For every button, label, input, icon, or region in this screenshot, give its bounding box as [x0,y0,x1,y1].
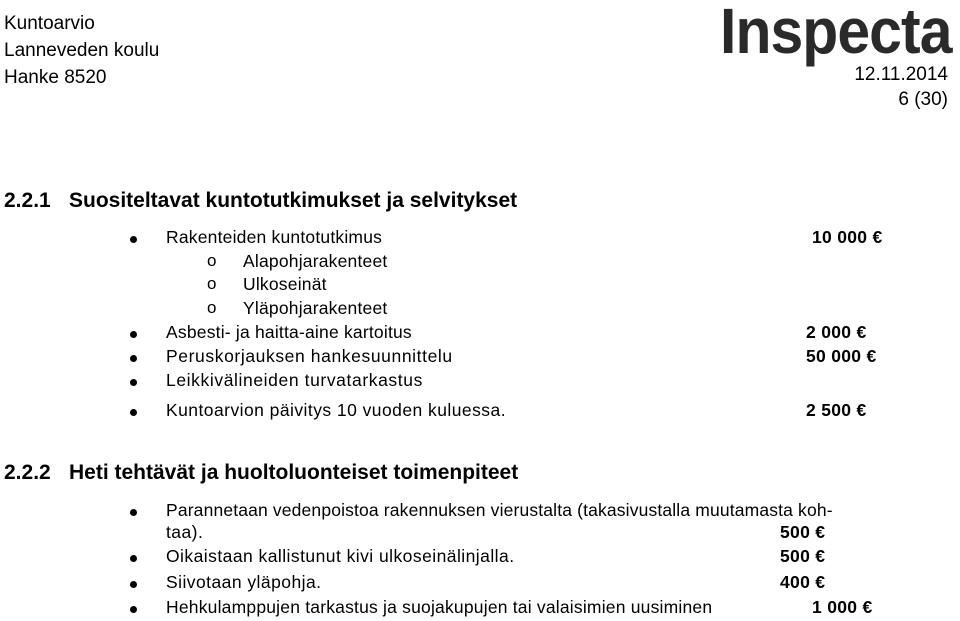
item-amount: 500 € [780,522,826,542]
item-amount: 2 500 € [806,400,867,420]
page-number: 6 (30) [898,89,948,110]
item-label: Alapohjarakenteet [243,251,388,271]
circle-bullet-icon: o [207,298,217,317]
bullet-icon [130,581,137,588]
bullet-icon [130,236,137,243]
list-item [0,546,960,570]
list-item-continuation [0,522,960,546]
report-type: Kuntoarvio [4,13,95,34]
item-amount: 400 € [780,572,826,592]
bullet-icon [130,606,137,613]
item-label: Yläpohjarakenteet [243,298,388,318]
item-label: Parannetaan vedenpoistoa rakennuksen vierustalta (takasivustalla muutamasta koh- [166,500,833,520]
project-number: Hanke 8520 [4,67,107,88]
item-amount: 500 € [780,546,826,566]
section-heading [4,189,517,213]
list-item [0,500,960,524]
bullet-icon [130,331,137,338]
item-amount: 50 000 € [806,346,877,366]
document-date: 12.11.2014 [854,64,948,85]
item-amount: 10 000 € [812,227,883,247]
list-item [0,572,960,596]
sub-list-item [0,298,960,322]
section-number: 2.2.2 [4,461,51,484]
sub-list-item [0,274,960,298]
item-label: Rakenteiden kuntotutkimus [166,227,383,247]
bullet-icon [130,555,137,562]
item-label: Kuntoarvion päivitys 10 vuoden kuluessa. [166,400,507,420]
bullet-icon [130,379,137,386]
list-item [0,227,960,251]
item-label: Siivotaan yläpohja. [166,572,322,592]
item-label: Asbesti- ja haitta-aine kartoitus [166,322,412,342]
bullet-icon [130,409,137,416]
section-title: Suositeltavat kuntotutkimukset ja selvitykset [69,189,518,212]
item-label: Leikkivälineiden turvatarkastus [166,370,423,390]
item-label: Peruskorjauksen hankesuunnittelu [166,346,453,366]
item-amount: 1 000 € [812,597,873,617]
list-item [0,400,960,424]
item-label: Ulkoseinät [243,274,327,294]
item-label: Oikaistaan kallistunut kivi ulkoseinälinjalla. [166,546,515,566]
bullet-icon [130,509,137,516]
item-amount: 2 000 € [806,322,867,342]
section-title: Heti tehtävät ja huoltoluonteiset toimenpiteet [69,461,519,484]
section-heading [4,461,518,485]
circle-bullet-icon: o [207,274,217,293]
building-name: Lanneveden koulu [4,40,160,61]
circle-bullet-icon: o [207,251,217,270]
bullet-icon [130,355,137,362]
list-item [0,597,960,621]
list-item [0,322,960,346]
list-item [0,370,960,394]
list-item [0,346,960,370]
item-label: Hehkulamppujen tarkastus ja suojakupujen tai valaisimien uusiminen [166,597,713,617]
inspecta-logo: Inspecta [720,0,952,67]
sub-list-item [0,251,960,275]
item-label: taa). [166,522,204,542]
document-header [4,10,159,91]
section-number: 2.2.1 [4,189,51,212]
